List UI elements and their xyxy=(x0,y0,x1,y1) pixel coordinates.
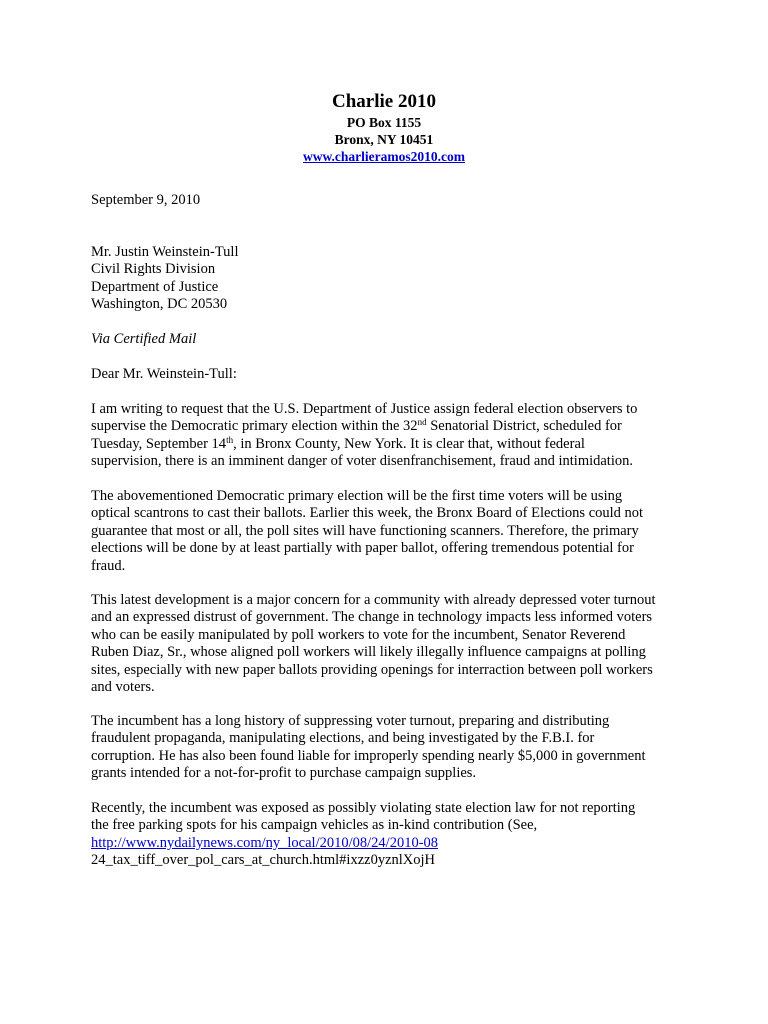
salutation: Dear Mr. Weinstein-Tull: xyxy=(91,366,237,382)
recipient-address xyxy=(91,244,691,314)
text-line: sites, especially with new paper ballots providing openings for interraction between poll workers xyxy=(91,661,653,678)
text-line: Ruben Diaz, Sr., whose aligned poll workers will likely illegally influence campaigns at polling xyxy=(91,644,646,661)
city-line: Bronx, NY 10451 xyxy=(334,132,434,147)
letter-date: September 9, 2010 xyxy=(91,192,201,208)
text-line: I am writing to request that the U.S. Department of Justice assign federal election observers to xyxy=(91,401,638,417)
text-line: elections will be done by at least partially with paper ballot, offering tremendous potential for xyxy=(91,540,634,557)
campaign-name: Charlie 2010 xyxy=(332,91,436,112)
text-line: 24_tax_tiff_over_pol_cars_at_church.html#ixzz0yznlXojH xyxy=(91,852,436,869)
text-line: who can be easily manipulated by poll workers to vote for the incumbent, Senator Reverend xyxy=(91,626,626,643)
text-line: fraudulent propaganda, manipulating elections, and being investigated by the F.B.I. for xyxy=(91,730,595,747)
delivery-method: Via Certified Mail xyxy=(91,331,197,347)
recipient-line: Department of Justice xyxy=(91,278,219,295)
text-line: and an expressed distrust of government. The change in technology impacts less informed voters xyxy=(91,609,653,626)
text-line: guarantee that most or all, the poll sites will have functioning scanners. Therefore, the primary xyxy=(91,522,639,539)
ordinal-suffix: nd xyxy=(417,417,427,428)
recipient-line: Washington, DC 20530 xyxy=(91,296,228,313)
text-line: This latest development is a major concern for a community with already depressed voter turnout xyxy=(91,592,656,608)
text-line: the free parking spots for his campaign vehicles as in-kind contribution (See, xyxy=(91,817,538,834)
text-line: Recently, the incumbent was exposed as possibly violating state election law for not reporting xyxy=(91,800,636,816)
text-line: The incumbent has a long history of suppressing voter turnout, preparing and distributing xyxy=(91,713,610,729)
paragraph-3 xyxy=(91,592,691,696)
letterhead xyxy=(0,90,768,165)
text-line: grants intended for a not-for-profit to purchase campaign supplies. xyxy=(91,765,477,782)
text-line: fraud. xyxy=(91,557,126,574)
news-article-link[interactable]: http://www.nydailynews.com/ny_local/2010/08/24/2010-08 xyxy=(91,834,439,851)
recipient-line: Civil Rights Division xyxy=(91,261,216,278)
text-line: optical scantrons to cast their ballots. Earlier this week, the Bronx Board of Elections could not xyxy=(91,505,644,522)
text-line xyxy=(91,835,691,852)
recipient-line: Mr. Justin Weinstein-Tull xyxy=(91,244,239,260)
paragraph-1 xyxy=(91,401,691,471)
text-line: The abovementioned Democratic primary election will be the first time voters will be using xyxy=(91,488,623,504)
text-line: Tuesday, September 14th, in Bronx County, New York. It is clear that, without federal xyxy=(91,434,585,452)
ordinal-suffix: th xyxy=(226,434,234,445)
text-line: supervise the Democratic primary election within the 32nd Senatorial District, scheduled for xyxy=(91,417,622,435)
website-link[interactable]: www.charlieramos2010.com xyxy=(303,149,465,164)
text-line: corruption. He has also been found liable for improperly spending nearly $5,000 in government xyxy=(91,747,646,764)
paragraph-5 xyxy=(91,800,691,870)
text-line: supervision, there is an imminent danger of voter disenfranchisement, fraud and intimidation. xyxy=(91,453,633,470)
paragraph-2 xyxy=(91,488,691,575)
po-box: PO Box 1155 xyxy=(346,115,422,130)
text-line: and voters. xyxy=(91,678,155,695)
paragraph-4 xyxy=(91,713,691,783)
